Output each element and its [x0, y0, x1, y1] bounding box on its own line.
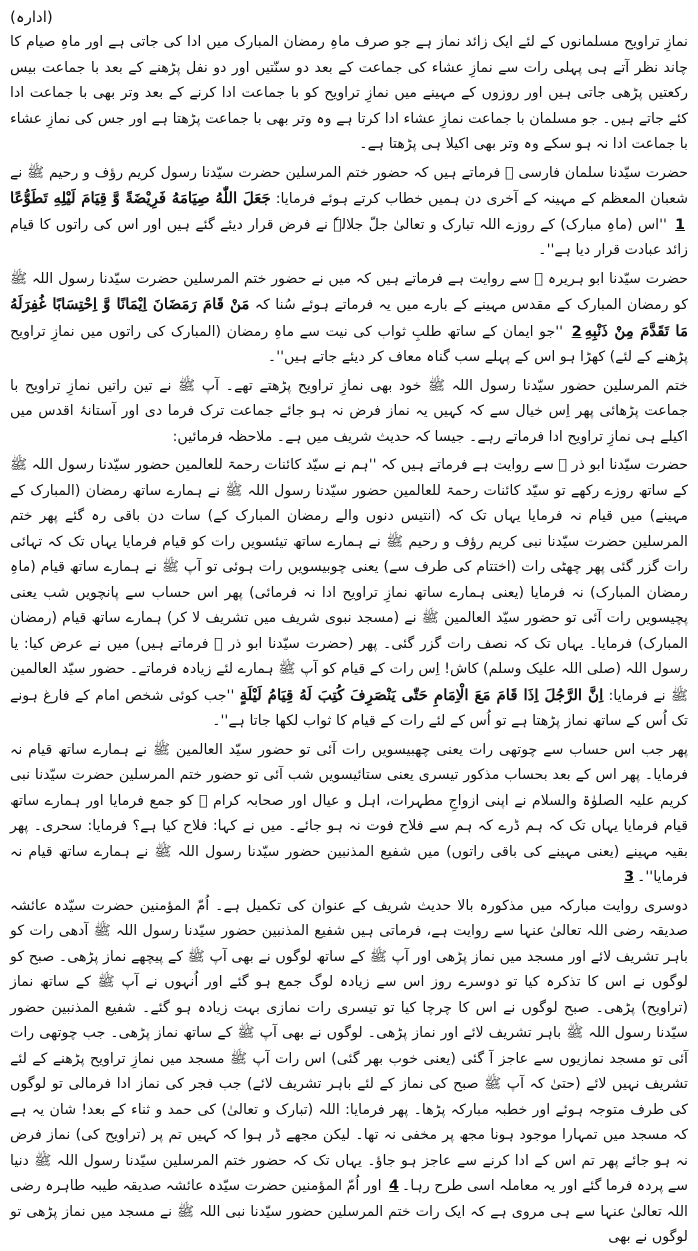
paragraph [10, 453, 688, 735]
paragraph [10, 374, 688, 451]
text-run: حضرت سیّدنا ابو ذر ﷜ سے روایت ہے فرماتے ہیں کہ ''ہم نے سیّد کائنات رحمۃ للعالمین حضور سیّدنا رسول اللہ ﷺ کے ساتھ روزے رکھے تو سیّد کائنات رحمۃ للعالمین حضور سیّدنا رسول اللہ ﷺ نے ہمارے ساتھ رمضان (المبارک کے مہینے) میں قیام نہ فرمایا یہاں تک کہ (انتیس دنوں والے رمضان المبارک کے) سات دن باقی رہ گئے پھر ختم المرسلین حضرت سیّدنا نبی کریم رؤف و رحیم ﷺ نے ہمارے ساتھ تیئسویں رات کو قیام فرمایا یہاں تک کہ تہائی رات گزر گئی پھر چھٹی رات (اختتام کی طرف سے) یعنی چوبیسویں رات ہوئی تو آپ ﷺ نے ہمارے ساتھ قیام (ماہِ رمضان المبارک) نہ فرمایا (یعنی ہمارے ساتھ نمازِ تراویح ادا نہ فرمائی) پھر اس حساب سے پانچویں شب یعنی پچیسویں رات آئی تو حضور سیّد العالمین ﷺ نے (مسجد نبوی شریف میں تشریف لا کر) ہمارے ساتھ قیام (رمضان المبارک) فرمایا۔ یہاں تک کہ نصف رات گزر گئی۔ پھر (حضرت سیّدنا ابو ذر ﷜ فرماتے ہیں) میں نے عرض کیا: یا رسول اللہ (صلی اللہ علیک وسلم) کاش! اِس رات کے قیام کو آپ ﷺ ہمارے لئے زیادہ فرماتے۔ حضور سیّد العالمین ﷺ نے فرمایا: [10, 457, 688, 704]
text-run: حضرت سیّدنا سلمان فارسی ﷜ فرماتے ہیں کہ حضور ختم المرسلین حضرت سیّدنا رسول کریم رؤف و رحیم ﷺ نے شعبان المعظم کے مہینہ کے آخری دن ہمیں خطاب کرتے ہوئے فرمایا: [10, 164, 688, 207]
text-run: حضرت سیّدنا ابو ہریرہ ﷜ سے روایت ہے فرماتے ہیں کہ میں نے حضور ختم المرسلین حضرت سیّدنا رسول اللہ ﷺ کو رمضان المبارک کے مقدس مہینے کے بارے میں یہ فرماتے ہوئے سُنا کہ [10, 270, 688, 313]
paragraph [10, 30, 688, 158]
arabic-quote: اِنَّ الرَّجُلَ اِذَا قَامَ مَعَ الْاِمَامِ حَتّٰى يَنْصَرِفَ كُتِبَ لَهُ قِيَامُ لَيْلَةٍ [239, 685, 604, 704]
text-run: ''جو ایمان کے ساتھ طلبِ ثواب کی نیت سے ماہِ رمضان (المبارک کی راتوں میں نمازِ تراویح پڑھنے کے لئے) کھڑا ہو اس کے پہلے سب گناہ معاف کر دیئے جاتے ہیں''۔ [10, 323, 688, 365]
paragraph [10, 738, 688, 891]
paragraph [10, 161, 688, 264]
footnote-marker: 3 [624, 869, 635, 885]
arabic-quote: مَنْ قَامَ رَمَضَانَ اِيْمَانًا وَّ اِحْتِسَابًا غُفِرَلَهُ مَا تَقَدَّمَ مِنْ ذَنْبِهِ [10, 295, 688, 340]
arabic-quote: جَعَلَ اللّٰهُ صِيَامَهُ فَرِيْضَةً وَّ قِيَامَ لَيْلِهِ تَطَوُّعًا [10, 189, 271, 207]
footnote-marker: 2 [571, 323, 582, 340]
paragraph [10, 267, 688, 371]
footnote-marker: 4 [389, 1178, 399, 1194]
text-run: پھر جب اس حساب سے چوتھی رات یعنی چھبیسویں رات آئی تو حضور سیّد العالمین ﷺ نے ہمارے ساتھ قیام نہ فرمایا۔ پھر اس کے بعد بحساب مذکور تیسری یعنی ستائیسویں شب آئی تو حضور ختم المرسلین حضرت سیّدنا نبی کریم علیہ الصلوٰۃ والسلام نے اپنی ازواجِ مطہرات، اہل و عیال اور صحابہ کرام ﷡ کو جمع فرمایا اور ہمارے ساتھ قیام فرمایا یہاں تک کہ ہم ڈرے کہ ہم سے فلاح فوت نہ ہو جائے۔ میں نے کہا: فلاح کیا ہے؟ فرمایا: سحری۔ پھر بقیہ مہینے (یعنی مہینے کی باقی راتوں) میں شفیع المذنبین حضور سیّدنا رسول اللہ ﷺ نے ہمارے ساتھ قیام نہ فرمایا''۔ [10, 741, 688, 885]
text-run: ''جب کوئی شخص امام کے فارغ ہونے تک اُس کے ساتھ نماز پڑھتا ہے تو اُس کے لئے رات کے قیام کا ثواب لکھا جاتا ہے''۔ [10, 687, 688, 729]
text-run: دوسری روایت مبارکہ میں مذکورہ بالا حدیث شریف کے عنوان کی تکمیل ہے۔ اُمّ المؤمنین حضرت سیّدہ عائشہ صدیقہ رضی اللہ تعالیٰ عنہا سے روایت ہے، فرماتی ہیں شفیع المذنبین حضور سیّدنا رسول اللہ ﷺ آدھی رات کو باہر تشریف لائے اور مسجد میں نماز پڑھی اور آپ ﷺ کے ساتھ لوگوں نے بھی آپ ﷺ کے پیچھے نماز پڑھی۔ صبح کو لوگوں نے اس کا تذکرہ کیا تو دوسرے روز اس سے زیادہ لوگ جمع ہو گئے اور اُنہوں نے آپ ﷺ کے ساتھ نماز (تراویح) پڑھی۔ صبح لوگوں نے اس کا چرچا کیا تو تیسری رات نمازی بہت زیادہ ہو گئے۔ شفیع المذنبین حضور سیّدنا رسول اللہ ﷺ باہر تشریف لائے اور نماز پڑھی۔ لوگوں نے بھی آپ ﷺ کے ساتھ نماز پڑھی۔ جب چوتھی رات آئی تو مسجد نمازیوں سے عاجز آ گئی (یعنی خوب بھر گئی) اس رات آپ ﷺ مسجد میں نمازِ تراویح پڑھنے کے لئے تشریف نہیں لائے (حتیٰ کہ آپ ﷺ صبح کی نماز کے لئے باہر تشریف لائے) جب فجر کی نماز ادا فرمالی تو لوگوں کی طرف متوجہ ہوئے اور خطبہ مبارکہ پڑھا۔ پھر فرمایا: اللہ (تبارک و تعالیٰ) کی حمد و ثناء کے بعد! شان یہ ہے کہ مسجد میں تمہارا موجود ہونا مجھ پر مخفی نہ تھا۔ لیکن مجھے ڈر ہوا کہ کہیں تم پر (تراویح کی) نماز فرض نہ ہو جائے پھر تم اس کے ادا کرنے سے عاجز ہو جاؤ۔ یہاں تک کہ حضور ختم المرسلین سیّدنا رسول اللہ ﷺ دنیا سے پردہ فرما گئے اور یہ معاملہ اسی طرح رہا۔ [10, 897, 689, 1194]
text-run: ''اس (ماہِ مبارک) کے روزے اللہ تبارک و تعالیٰ جلّ جلالہٗ نے فرض قرار دیئے گئے ہیں اور اس کی راتوں کا قیام زائد عبادت قرار دیا ہے''۔ [10, 216, 688, 258]
text-run: اور اُمّ المؤمنین حضرت سیّدہ عائشہ صدیقہ طیبہ طاہرہ رضی اللہ تعالیٰ عنہا سے ہی مروی ہے کہ ایک رات ختم المرسلین حضور سیّدنا نبی اللہ ﷺ نے مسجد میں نماز پڑھی تو لوگوں نے بھی [10, 1178, 688, 1245]
text-run: ختم المرسلین حضور سیّدنا رسول اللہ ﷺ خود بھی نمازِ تراویح پڑھتے تھے۔ آپ ﷺ نے تین راتیں نمازِ تراویح با جماعت پڑھائی پھر اِس خیال سے کہ کہیں یہ نماز فرض نہ ہو جائے جماعت ترک فرما دی اور آستانۂ اقدس میں اکیلے ہی نمازِ تراویح ادا فرماتے رہے۔ جیسا کہ حدیث شریف میں ہے۔ ملاحظہ فرمائیں: [10, 377, 688, 445]
text-run: نمازِ تراویح مسلمانوں کے لئے ایک زائد نماز ہے جو صرف ماہِ رمضان المبارک میں ادا کی جاتی ہے اور ماہِ صیام کا چاند نظر آتے ہی پہلی رات سے نمازِ عشاء کی جماعت کے بعد دو سنّتیں اور دو نفل پڑھنے کے بعد با جماعت بیس رکعتیں پڑھی جاتی ہیں اور روزوں کے مہینے میں نمازِ تراویح کو با جماعت ادا کرنے کے بعد وتر بھی با جماعت ادا کئے جاتے ہیں۔ جو مسلمان با جماعت نمازِ عشاء ادا کرتا ہے وہ وتر بھی با جماعت پڑھتا ہے اور جس کی نمازِ عشاء با جماعت ادا نہ ہو سکے وہ وتر بھی اکیلا ہی پڑھتا ہے۔ [10, 34, 688, 152]
page-header-idara: (ادارہ) [10, 8, 53, 26]
article-body [10, 30, 688, 1251]
footnote-marker: 1 [675, 216, 685, 233]
paragraph [10, 894, 688, 1251]
